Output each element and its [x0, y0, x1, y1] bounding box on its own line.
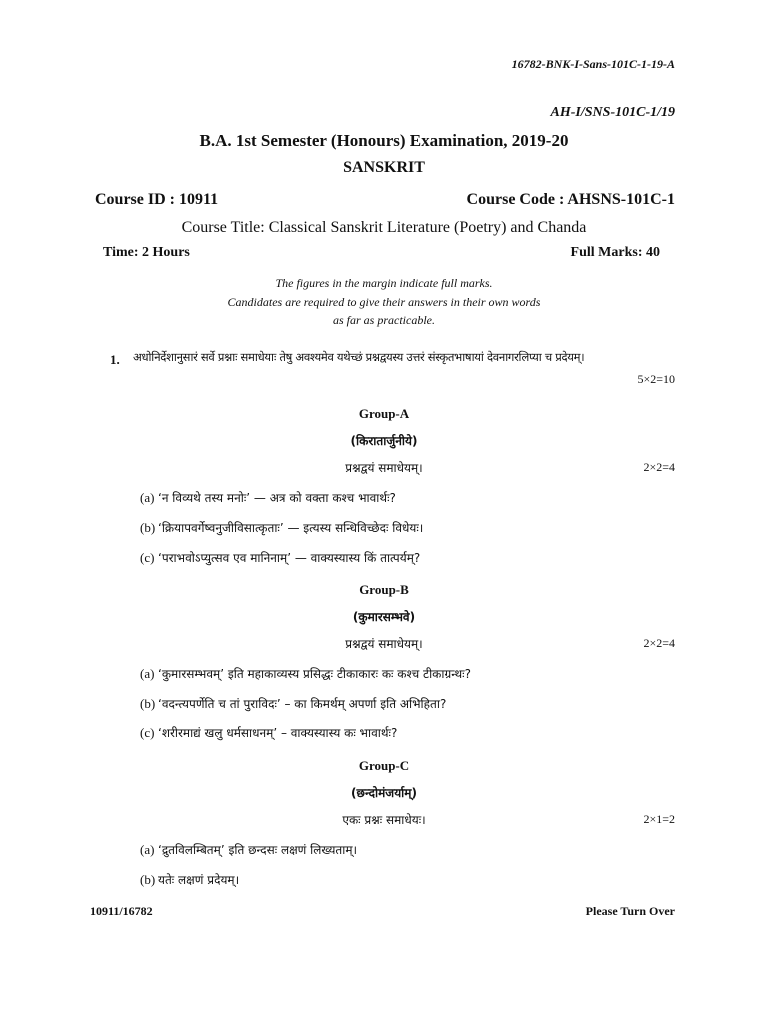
- exam-time: Time: 2 Hours: [103, 245, 190, 260]
- item-label: (c): [140, 725, 155, 740]
- question-marks: 5×2=10: [637, 372, 675, 386]
- item-text: यतेः लक्षणं प्रदेयम्।: [158, 873, 240, 887]
- question-number: 1.: [110, 352, 120, 367]
- item-text: ‘शरीरमाद्यं खलु धर्मसाधनम्’ – वाक्यस्यास्य कः भावार्थः?: [158, 726, 398, 740]
- course-title: Course Title: Classical Sanskrit Literature (Poetry) and Chanda: [181, 219, 587, 236]
- list-item: [140, 549, 420, 566]
- item-text: ‘वदन्त्यपर्णेति च तां पुराविदः’ – का किमर्थम् अपर्णा इति अभिहिता?: [158, 697, 447, 711]
- group-c-subtitle: (छन्दोमंजर्याम्): [351, 786, 417, 800]
- list-item: [140, 841, 357, 858]
- group-b-marks: 2×2=4: [643, 636, 675, 650]
- group-b-instruction: प्रश्नद्वयं समाधेयम्।: [345, 637, 423, 651]
- group-b-subtitle: (कुमारसम्भवे): [352, 610, 416, 624]
- list-item: [140, 489, 396, 506]
- item-label: (b): [140, 696, 156, 711]
- instruction-line-2: Candidates are required to give their answers in their own words: [227, 295, 541, 309]
- question-text: अधोनिर्देशानुसारं सर्वे प्रश्नाः समाधेयाः तेषु अवश्यमेव यथेच्छं प्रश्नद्वयस्य उत्तरं संस्कृतभाषायां देवनागरलिप्या च प्रदेयम्।: [133, 350, 585, 364]
- instruction-line-1: The figures in the margin indicate full marks.: [275, 276, 493, 290]
- group-a-subtitle: (किरातार्जुनीये): [350, 434, 418, 448]
- group-c-marks: 2×1=2: [643, 812, 675, 826]
- item-label: (c): [140, 550, 155, 565]
- list-item: [140, 519, 423, 536]
- item-label: (b): [140, 520, 156, 535]
- course-id: Course ID : 10911: [95, 191, 219, 208]
- item-label: (b): [140, 872, 156, 887]
- item-label: (a): [140, 666, 155, 681]
- item-label: (a): [140, 842, 155, 857]
- course-code: Course Code : AHSNS-101C-1: [466, 191, 675, 208]
- instruction-line-3: as far as practicable.: [333, 313, 435, 327]
- group-a-marks: 2×2=4: [643, 460, 675, 474]
- list-item: [140, 695, 446, 712]
- list-item: [140, 871, 239, 888]
- footer-turn-over: Please Turn Over: [585, 904, 675, 918]
- full-marks: Full Marks: 40: [570, 245, 660, 260]
- top-code: 16782-BNK-I-Sans-101C-1-19-A: [511, 57, 675, 71]
- paper-code: AH-I/SNS-101C-1/19: [550, 105, 675, 120]
- subject-title: SANSKRIT: [343, 159, 425, 176]
- exam-title: B.A. 1st Semester (Honours) Examination, 2019-20: [199, 131, 569, 150]
- group-a-title: Group-A: [358, 406, 410, 421]
- footer-code: 10911/16782: [90, 904, 153, 918]
- item-label: (a): [140, 490, 155, 505]
- item-text: ‘द्रुतविलम्बितम्’ इति छन्दसः लक्षणं लिख्यताम्।: [158, 843, 358, 857]
- group-c-instruction: एकः प्रश्नः समाधेयः।: [342, 813, 426, 827]
- item-text: ‘पराभवोऽप्युत्सव एव मानिनाम्’ — वाक्यस्यास्य किं तात्पर्यम्?: [158, 551, 421, 565]
- group-c-title: Group-C: [358, 758, 410, 773]
- list-item: [140, 665, 471, 682]
- item-text: ‘कुमारसम्भवम्’ इति महाकाव्यस्य प्रसिद्धः टीकाकारः कः कश्च टीकाग्रन्थः?: [158, 667, 471, 681]
- item-text: ‘न विव्यथे तस्य मनोः’ — अत्र को वक्ता कश्च भावार्थः?: [158, 491, 396, 505]
- group-a-instruction: प्रश्नद्वयं समाधेयम्।: [345, 461, 423, 475]
- item-text: ‘क्रियापवर्गेष्वनुजीविसात्कृताः’ — इत्यस्य सन्धिविच्छेदः विधेयः।: [158, 521, 424, 535]
- group-b-title: Group-B: [359, 582, 409, 597]
- list-item: [140, 724, 397, 741]
